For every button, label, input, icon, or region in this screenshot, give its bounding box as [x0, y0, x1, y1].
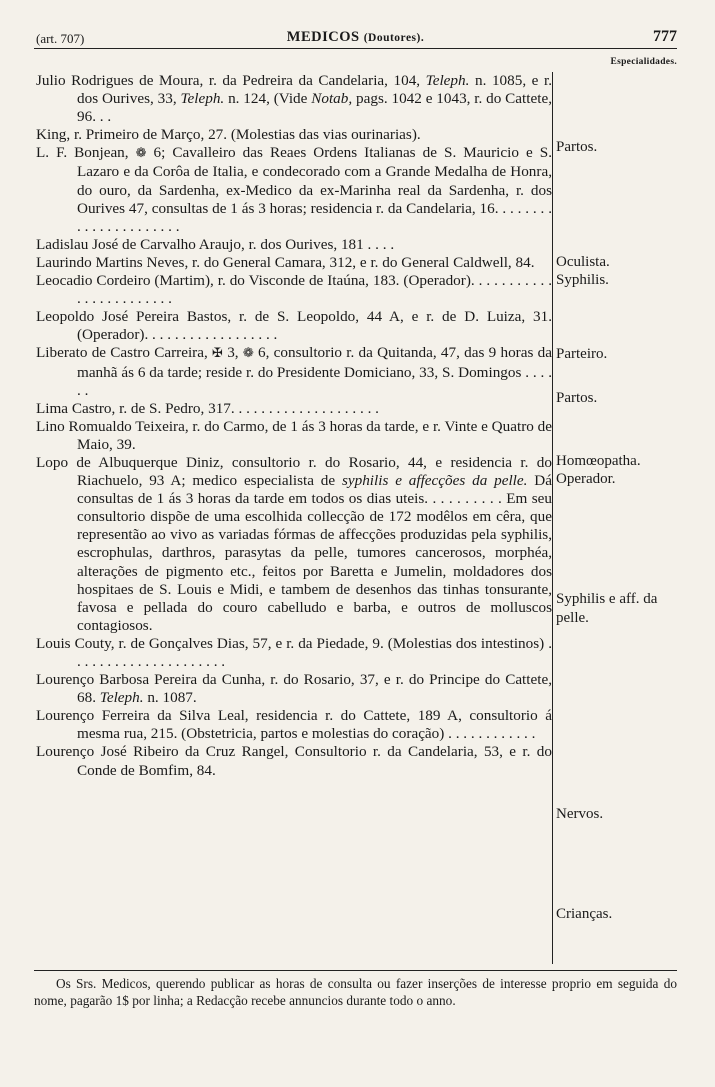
article-ref: (art. 707) [36, 31, 85, 46]
entry-lino: Lino Romualdo Teixeira, r. do Carmo, de 1 ás 3 horas da tarde, e r. Vinte e Quatro de Maio, 39. [36, 417, 552, 453]
entry-couty: Louis Couty, r. de Gonçalves Dias, 57, e r. da Piedade, 9. (Molestias dos intestinos) . . . . . . . . . . . . . . . . . . . . . [36, 634, 552, 670]
order-badge-icon: ❁ [242, 346, 254, 362]
entry-julio: Julio Rodrigues de Moura, r. da Pedreira da Candelaria, 104, Teleph. n. 1085, e r. dos Ourives, 33, Teleph. n. 124, (Vide Notab, pags. 1042 e 1043, r. do Cattete, 96. . . [36, 72, 552, 126]
entry-king: King, r. Primeiro de Março, 27. (Molestias das vias ourinarias). [36, 126, 421, 144]
speciality-leocadio: Parteiro. [556, 346, 608, 362]
entry-liberato: Liberato de Castro Carreira, ✠ 3, ❁ 6, consultorio r. da Quitanda, 47, das 9 horas da manhã ás 6 da tarde; reside r. do Presidente Domiciano, 33, S. Domingos . . . . . . [36, 344, 552, 399]
page-header [34, 28, 677, 49]
speciality-couty: Nervos. [556, 806, 604, 822]
column-divider [552, 72, 553, 964]
entry-rangel: Lourenço José Ribeiro da Cruz Rangel, Consultorio r. da Candelaria, 53, e r. do Conde de Bomfim, 84. [36, 743, 552, 779]
footer-rule [34, 970, 677, 971]
entry-barbosa: Lourenço Barbosa Pereira da Cunha, r. do Rosario, 37, e r. do Principe do Cattete, 68. Teleph. n. 1087. [36, 671, 552, 707]
entry-leopoldo: Leopoldo José Pereira Bastos, r. de S. Leopoldo, 44 A, e r. de D. Luiza, 31. (Operador). . . . . . . . . . . . . . . . . . [36, 308, 552, 344]
speciality-bonjean: Oculista. [556, 254, 610, 270]
speciality-julio: Partos. [556, 139, 598, 155]
page-number: 777 [653, 28, 677, 45]
cross-icon: ✠ [212, 346, 223, 362]
title-sub: (Doutores). [363, 32, 425, 44]
speciality-ladislau: Syphilis. [556, 272, 609, 288]
entry-lima: Lima Castro, r. de S. Pedro, 317. . . . . . . . . . . . . . . . . . . . [36, 399, 379, 417]
entries-column [36, 72, 552, 780]
speciality-lima: Operador. [556, 471, 616, 487]
speciality-liberato: Homœopatha. [556, 453, 641, 469]
order-badge-icon: ❁ [135, 146, 147, 162]
entry-ferreira: Lourenço Ferreira da Silva Leal, residencia r. do Cattete, 189 A, consultorio á mesma rua, 215. (Obstetricia, partos e molestias do coração) . . . . . . . . . . . . [36, 707, 552, 743]
entry-leocadio: Leocadio Cordeiro (Martim), r. do Visconde de Itaúna, 183. (Operador). . . . . . . . . . . . . . . . . . . . . . . . [36, 272, 552, 308]
page-title [34, 29, 677, 46]
speciality-ferreira: Crianças. [556, 906, 613, 922]
title-main: MEDICOS [286, 29, 360, 45]
entry-lopo: Lopo de Albuquerque Diniz, consultorio r. do Rosario, 44, e residencia r. do Riachuelo, 93 A; medico especialista de syphilis e affecções da pelle. Dá consultas de 1 ás 3 horas da tarde em todos os dias uteis. . . . . . . . . . Em seu consultorio dispõe de uma escolhida collecção de 172 modêlos em cêra, que representão ao vivo as variadas fórmas de affecções produzidas pela syphilis, escrophulas, darthros, parasytas da pelle, tumores cancerosos, morphéa, alterações de pigmento etc., feitos por Baretta e Jumelin, moldadores dos hospitaes de S. Louis e Midi, e tambem de desenhos das tinhas tonsurante, favosa e pellada do couro cabelludo e barba, e outros de molluscos contagiosos. [36, 453, 552, 634]
entry-bonjean: L. F. Bonjean, ❁ 6; Cavalleiro das Reaes Ordens Italianas de S. Mauricio e S. Lazaro e da Corôa de Italia, e condecorado com a Grande Medalha de Honra, do ouro, da Sardenha, ex-Medico da ex-Marinha real da Sardenha, r. dos Ourives 47, consultas de 1 ás 3 horas; residencia r. da Candelaria, 16. . . . . . . . . . . . . . . . . . . . . . [36, 144, 552, 235]
speciality-lopo: Syphilis e aff. da pelle. [556, 591, 658, 626]
footer-notice: Os Srs. Medicos, querendo publicar as horas de consulta ou fazer inserções de interesse proprio em seguida do nome, pagarão 1$ por linha; a Redacção recebe annuncios durante todo o anno. [34, 976, 677, 1008]
entry-ladislau: Ladislau José de Carvalho Araujo, r. dos Ourives, 181 . . . . [36, 235, 395, 253]
speciality-leopoldo: Partos. [556, 390, 598, 406]
specialities-heading: Especialidades. [610, 57, 677, 67]
entry-laurindo: Laurindo Martins Neves, r. do General Camara, 312, e r. do General Caldwell, 84. [36, 253, 535, 271]
